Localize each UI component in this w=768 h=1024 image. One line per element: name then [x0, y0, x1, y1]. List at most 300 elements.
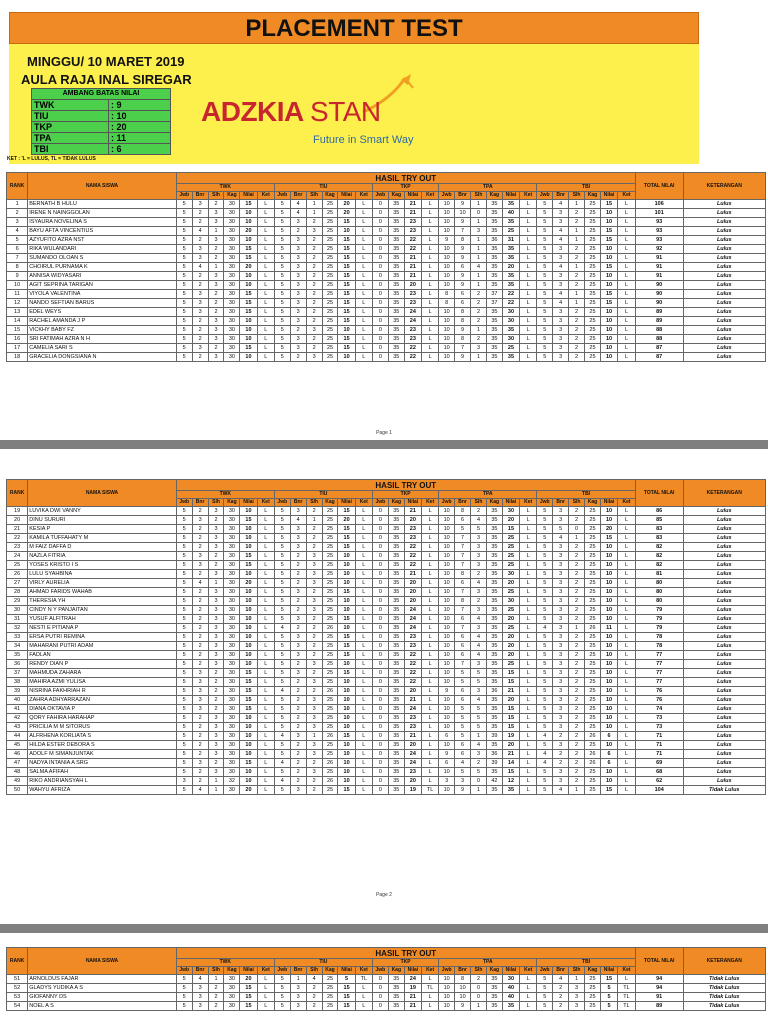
tpa-cell: 35 [486, 525, 502, 534]
tiu-cell: 5 [274, 615, 290, 624]
tpa-cell: L [520, 272, 537, 281]
tbi-cell: 25 [585, 245, 601, 254]
sub-header: Bnr [455, 967, 471, 975]
tbi-cell: 20 [600, 525, 617, 534]
twk-cell: 30 [224, 525, 240, 534]
tkp-cell: L [421, 209, 438, 218]
tpa-cell: L [520, 245, 537, 254]
total-header: TOTAL NILAI [635, 173, 683, 200]
sub-header: Ket [618, 192, 636, 200]
name-cell: SRI FATIMAH AZRA N H [28, 335, 177, 344]
tpa-cell: 2 [471, 597, 487, 606]
tbi-cell: L [618, 236, 636, 245]
sub-header: Ket [520, 192, 537, 200]
rank-cell: 52 [7, 984, 28, 993]
sub-header: Jwb [274, 499, 290, 507]
rank-cell: 9 [7, 272, 28, 281]
tbi-cell: 1 [569, 290, 585, 299]
twk-cell: L [257, 263, 274, 272]
twk-cell: 30 [224, 507, 240, 516]
tpa-cell: 8 [455, 236, 471, 245]
tiu-cell: 5 [274, 236, 290, 245]
tbi-cell: L [618, 651, 636, 660]
keterangan-cell: Lulus [683, 714, 765, 723]
tpa-cell: 6 [455, 579, 471, 588]
twk-cell: 2 [192, 525, 208, 534]
tiu-cell: 3 [290, 615, 306, 624]
twk-cell: 10 [240, 741, 257, 750]
tbi-cell: 2 [569, 723, 585, 732]
tbi-cell: 3 [553, 714, 569, 723]
tiu-cell: 25 [322, 975, 338, 984]
name-cell: YOSES KRISTO I S [28, 561, 177, 570]
tiu-cell: 25 [322, 723, 338, 732]
tbi-cell: 25 [585, 218, 601, 227]
tkp-cell: L [421, 642, 438, 651]
keterangan-cell: Tidak Lulus [683, 786, 765, 795]
tiu-cell: 5 [274, 543, 290, 552]
tkp-cell: L [421, 317, 438, 326]
sub-header: Nilai [240, 967, 257, 975]
rank-cell: 36 [7, 660, 28, 669]
total-cell: 80 [635, 597, 683, 606]
tbi-cell: L [618, 227, 636, 236]
tpa-cell: 10 [439, 209, 455, 218]
tpa-cell: L [520, 507, 537, 516]
sub-header: Bnr [290, 192, 306, 200]
rank-cell: 35 [7, 651, 28, 660]
tpa-cell: 35 [502, 326, 519, 335]
tbi-cell: 25 [585, 236, 601, 245]
tbi-cell: 10 [600, 209, 617, 218]
twk-cell: 3 [208, 750, 224, 759]
tkp-cell: 24 [404, 317, 421, 326]
twk-cell: 5 [176, 281, 192, 290]
tpa-cell: 35 [486, 344, 502, 353]
tbi-cell: 5 [537, 975, 553, 984]
tkp-cell: L [421, 606, 438, 615]
tiu-cell: L [355, 543, 372, 552]
tbi-cell: 10 [600, 281, 617, 290]
keterangan-cell: Lulus [683, 597, 765, 606]
tkp-cell: L [421, 245, 438, 254]
tkp-cell: 23 [404, 299, 421, 308]
rank-cell: 12 [7, 299, 28, 308]
tkp-cell: L [421, 714, 438, 723]
total-cell: 77 [635, 669, 683, 678]
twk-cell: 2 [208, 705, 224, 714]
tpa-cell: 10 [439, 254, 455, 263]
tbi-cell: 2 [569, 597, 585, 606]
tiu-cell: 15 [338, 218, 355, 227]
sub-header: Jwb [176, 967, 192, 975]
twk-cell: 10 [240, 218, 257, 227]
tbi-cell: 3 [553, 606, 569, 615]
keterangan-cell: Lulus [683, 615, 765, 624]
twk-cell: L [257, 750, 274, 759]
tkp-cell: L [421, 759, 438, 768]
tpa-cell: L [520, 227, 537, 236]
tpa-cell: 35 [486, 570, 502, 579]
sub-header: Kag [322, 499, 338, 507]
section-header: TIU [274, 184, 372, 192]
tpa-cell: 25 [502, 543, 519, 552]
tbi-cell: 5 [537, 984, 553, 993]
twk-cell: 2 [192, 209, 208, 218]
tbi-cell: 5 [537, 696, 553, 705]
tbi-cell: 2 [569, 696, 585, 705]
tiu-cell: 25 [322, 290, 338, 299]
tpa-cell: 9 [455, 200, 471, 209]
tiu-cell: 2 [290, 552, 306, 561]
tbi-cell: 10 [600, 768, 617, 777]
hasil-header: HASIL TRY OUT [176, 173, 635, 184]
tbi-cell: 15 [600, 236, 617, 245]
tpa-cell: L [520, 326, 537, 335]
tiu-cell: 2 [306, 254, 322, 263]
twk-cell: 2 [208, 254, 224, 263]
twk-cell: 3 [208, 624, 224, 633]
twk-cell: 3 [208, 335, 224, 344]
tbi-cell: 15 [600, 975, 617, 984]
tkp-cell: 0 [372, 579, 388, 588]
tbi-cell: 5 [537, 272, 553, 281]
tkp-cell: 0 [372, 335, 388, 344]
tbi-cell: L [618, 200, 636, 209]
tkp-cell: 35 [388, 335, 404, 344]
tkp-cell: 35 [388, 687, 404, 696]
name-cell: RENDY DIAN P [28, 660, 177, 669]
tiu-cell: 2 [290, 326, 306, 335]
tkp-cell: 35 [388, 534, 404, 543]
tbi-cell: 2 [569, 615, 585, 624]
tbi-cell: 5 [537, 660, 553, 669]
tbi-cell: 3 [553, 723, 569, 732]
tkp-cell: 35 [388, 1002, 404, 1011]
tiu-cell: 2 [290, 624, 306, 633]
tpa-cell: 6 [455, 696, 471, 705]
twk-cell: 30 [224, 534, 240, 543]
tpa-cell: 35 [486, 1002, 502, 1011]
twk-cell: 3 [208, 732, 224, 741]
tiu-cell: 5 [274, 696, 290, 705]
twk-cell: 3 [208, 651, 224, 660]
twk-cell: 30 [224, 317, 240, 326]
tpa-cell: 9 [455, 218, 471, 227]
tpa-cell: 39 [486, 732, 502, 741]
tiu-cell: 5 [274, 272, 290, 281]
tiu-cell: 5 [274, 561, 290, 570]
sub-header: Kag [585, 499, 601, 507]
tiu-cell: L [355, 218, 372, 227]
twk-cell: 3 [208, 570, 224, 579]
tbi-cell: 1 [569, 624, 585, 633]
sub-header: Slh [208, 192, 224, 200]
tpa-cell: 10 [439, 984, 455, 993]
tiu-cell: 3 [290, 633, 306, 642]
tkp-cell: L [421, 624, 438, 633]
tpa-cell: 30 [502, 975, 519, 984]
total-cell: 89 [635, 1002, 683, 1011]
tiu-cell: 25 [322, 741, 338, 750]
sheet-page-2 [0, 449, 768, 924]
tbi-cell: 3 [553, 552, 569, 561]
tiu-cell: 25 [322, 597, 338, 606]
tpa-cell: 5 [455, 525, 471, 534]
tpa-cell: L [520, 714, 537, 723]
tiu-cell: 25 [322, 786, 338, 795]
tbi-cell: L [618, 975, 636, 984]
sub-header: Slh [306, 967, 322, 975]
tpa-cell: 10 [455, 984, 471, 993]
tpa-cell: 5 [471, 705, 487, 714]
twk-cell: 3 [208, 714, 224, 723]
twk-cell: 5 [176, 696, 192, 705]
tiu-cell: 5 [274, 768, 290, 777]
tbi-cell: 15 [600, 786, 617, 795]
tkp-cell: 21 [404, 696, 421, 705]
tiu-cell: 5 [274, 570, 290, 579]
sub-header: Slh [208, 967, 224, 975]
tiu-cell: 2 [290, 561, 306, 570]
table-row [7, 317, 766, 326]
twk-cell: 30 [224, 335, 240, 344]
tpa-cell: 2 [471, 759, 487, 768]
tiu-cell: L [355, 651, 372, 660]
twk-cell: 5 [176, 525, 192, 534]
twk-cell: 10 [240, 281, 257, 290]
tbi-cell: 15 [600, 263, 617, 272]
total-cell: 101 [635, 209, 683, 218]
tbi-cell: 1 [569, 975, 585, 984]
tpa-cell: 9 [455, 254, 471, 263]
tpa-cell: 30 [502, 335, 519, 344]
section-header: TWK [176, 491, 274, 499]
table-row [7, 633, 766, 642]
tkp-cell: 35 [388, 326, 404, 335]
tkp-cell: 35 [388, 227, 404, 236]
total-cell: 91 [635, 263, 683, 272]
tpa-cell: L [520, 281, 537, 290]
twk-cell: 2 [208, 993, 224, 1002]
sub-header: Ket [520, 967, 537, 975]
tiu-cell: 25 [322, 552, 338, 561]
tpa-cell: 9 [455, 1002, 471, 1011]
tbi-cell: 4 [553, 263, 569, 272]
tkp-cell: TL [421, 786, 438, 795]
twk-cell: 5 [176, 606, 192, 615]
tbi-cell: 5 [537, 353, 553, 362]
name-cell: GRACELIA DONGSIANA N [28, 353, 177, 362]
table-row [7, 516, 766, 525]
tpa-cell: 4 [471, 263, 487, 272]
tbi-cell: 5 [537, 723, 553, 732]
table-row [7, 525, 766, 534]
tiu-cell: 4 [274, 624, 290, 633]
twk-cell: L [257, 245, 274, 254]
keterangan-cell: Lulus [683, 678, 765, 687]
tbi-cell: 5 [537, 317, 553, 326]
tiu-cell: 5 [274, 281, 290, 290]
twk-cell: 5 [176, 588, 192, 597]
tbi-cell: 3 [553, 272, 569, 281]
tpa-cell: 35 [486, 696, 502, 705]
tiu-cell: 5 [274, 299, 290, 308]
sub-header: Ket [257, 499, 274, 507]
tkp-cell: 35 [388, 633, 404, 642]
section-header: TIU [274, 959, 372, 967]
name-cell: QORY FAHIRA HARAHAP [28, 714, 177, 723]
batas-value: : 9 [109, 100, 171, 111]
tkp-cell: 0 [372, 534, 388, 543]
tbi-cell: 25 [585, 561, 601, 570]
sub-header: Kag [322, 192, 338, 200]
tkp-cell: 35 [388, 290, 404, 299]
twk-cell: 15 [240, 561, 257, 570]
tkp-cell: 35 [388, 561, 404, 570]
table-row [7, 561, 766, 570]
tbi-cell: 10 [600, 633, 617, 642]
tbi-cell: 3 [553, 326, 569, 335]
name-cell: ADOLF M SIMANJUNTAK [28, 750, 177, 759]
tkp-cell: 35 [388, 732, 404, 741]
tbi-cell: 2 [569, 714, 585, 723]
table-row [7, 993, 766, 1002]
tbi-cell: 10 [600, 642, 617, 651]
tbi-cell: 0 [569, 525, 585, 534]
tbi-cell: 5 [537, 768, 553, 777]
tpa-cell: L [520, 624, 537, 633]
tkp-cell: 21 [404, 209, 421, 218]
tpa-cell: 3 [471, 687, 487, 696]
tkp-cell: 0 [372, 326, 388, 335]
table-row [7, 299, 766, 308]
twk-cell: 15 [240, 759, 257, 768]
tiu-cell: 25 [322, 317, 338, 326]
tiu-cell: 3 [306, 678, 322, 687]
hasil-header: HASIL TRY OUT [176, 480, 635, 491]
tiu-cell: 2 [290, 687, 306, 696]
tpa-cell: 42 [486, 777, 502, 786]
twk-cell: 30 [224, 281, 240, 290]
tiu-cell: 25 [322, 227, 338, 236]
tpa-cell: L [520, 308, 537, 317]
sub-header: Bnr [553, 967, 569, 975]
table-row [7, 308, 766, 317]
keterangan-cell: Lulus [683, 254, 765, 263]
twk-cell: 2 [192, 588, 208, 597]
tbi-cell: 3 [553, 687, 569, 696]
twk-cell: 30 [224, 642, 240, 651]
twk-cell: 2 [192, 570, 208, 579]
tiu-cell: 2 [306, 245, 322, 254]
table-row [7, 588, 766, 597]
twk-cell: 30 [224, 597, 240, 606]
twk-cell: 30 [224, 651, 240, 660]
tpa-cell: 35 [486, 984, 502, 993]
tbi-cell: 10 [600, 254, 617, 263]
total-cell: 79 [635, 606, 683, 615]
tiu-cell: 4 [290, 209, 306, 218]
tiu-cell: 25 [322, 218, 338, 227]
tiu-cell: 5 [274, 218, 290, 227]
tbi-cell: 25 [585, 344, 601, 353]
tpa-cell: 35 [486, 651, 502, 660]
tiu-cell: L [355, 579, 372, 588]
tiu-cell: 25 [322, 570, 338, 579]
tbi-cell: L [618, 299, 636, 308]
tpa-cell: 35 [502, 1002, 519, 1011]
twk-cell: 2 [192, 660, 208, 669]
sub-header: Jwb [439, 967, 455, 975]
tbi-cell: 10 [600, 669, 617, 678]
batas-value: : 20 [109, 122, 171, 133]
tiu-cell: 2 [306, 1002, 322, 1011]
name-cell: GIOFANNY DS [28, 993, 177, 1002]
twk-cell: 3 [208, 606, 224, 615]
tpa-cell: 1 [471, 281, 487, 290]
tpa-cell: 10 [439, 245, 455, 254]
tiu-cell: 5 [274, 606, 290, 615]
tbi-cell: L [618, 705, 636, 714]
tpa-cell: 5 [455, 768, 471, 777]
tbi-cell: 25 [585, 669, 601, 678]
twk-cell: 30 [224, 741, 240, 750]
tbi-cell: L [618, 525, 636, 534]
twk-cell: 10 [240, 723, 257, 732]
total-cell: 90 [635, 281, 683, 290]
tpa-cell: 31 [502, 236, 519, 245]
twk-cell: 5 [176, 678, 192, 687]
total-cell: 83 [635, 525, 683, 534]
twk-cell: L [257, 254, 274, 263]
tpa-cell: 22 [502, 290, 519, 299]
tpa-cell: 10 [439, 525, 455, 534]
tpa-cell: L [520, 687, 537, 696]
rank-cell: 15 [7, 326, 28, 335]
twk-cell: 5 [176, 507, 192, 516]
tiu-cell: 15 [338, 651, 355, 660]
tpa-cell: 10 [439, 272, 455, 281]
tpa-cell: 25 [502, 552, 519, 561]
twk-cell: 5 [176, 714, 192, 723]
name-cell: AHMAD FARIDS WAHAB [28, 588, 177, 597]
tpa-cell: 4 [455, 759, 471, 768]
tpa-cell: 35 [486, 975, 502, 984]
tiu-cell: L [355, 588, 372, 597]
twk-cell: 30 [224, 570, 240, 579]
total-header: TOTAL NILAI [635, 480, 683, 507]
tkp-cell: 0 [372, 353, 388, 362]
twk-cell: 10 [240, 353, 257, 362]
tiu-cell: 25 [322, 263, 338, 272]
sub-header: Jwb [439, 192, 455, 200]
sub-header: Jwb [274, 967, 290, 975]
tiu-cell: 26 [322, 777, 338, 786]
sub-header: Ket [421, 967, 438, 975]
tkp-cell: 23 [404, 768, 421, 777]
tiu-cell: 5 [274, 516, 290, 525]
tkp-cell: 35 [388, 344, 404, 353]
results-table-page-3 [6, 947, 766, 1011]
tiu-cell: 25 [322, 353, 338, 362]
twk-cell: L [257, 552, 274, 561]
tpa-cell: 3 [471, 534, 487, 543]
tpa-cell: 7 [455, 606, 471, 615]
tiu-cell: 4 [290, 200, 306, 209]
tbi-cell: 3 [553, 651, 569, 660]
tpa-cell: L [520, 615, 537, 624]
